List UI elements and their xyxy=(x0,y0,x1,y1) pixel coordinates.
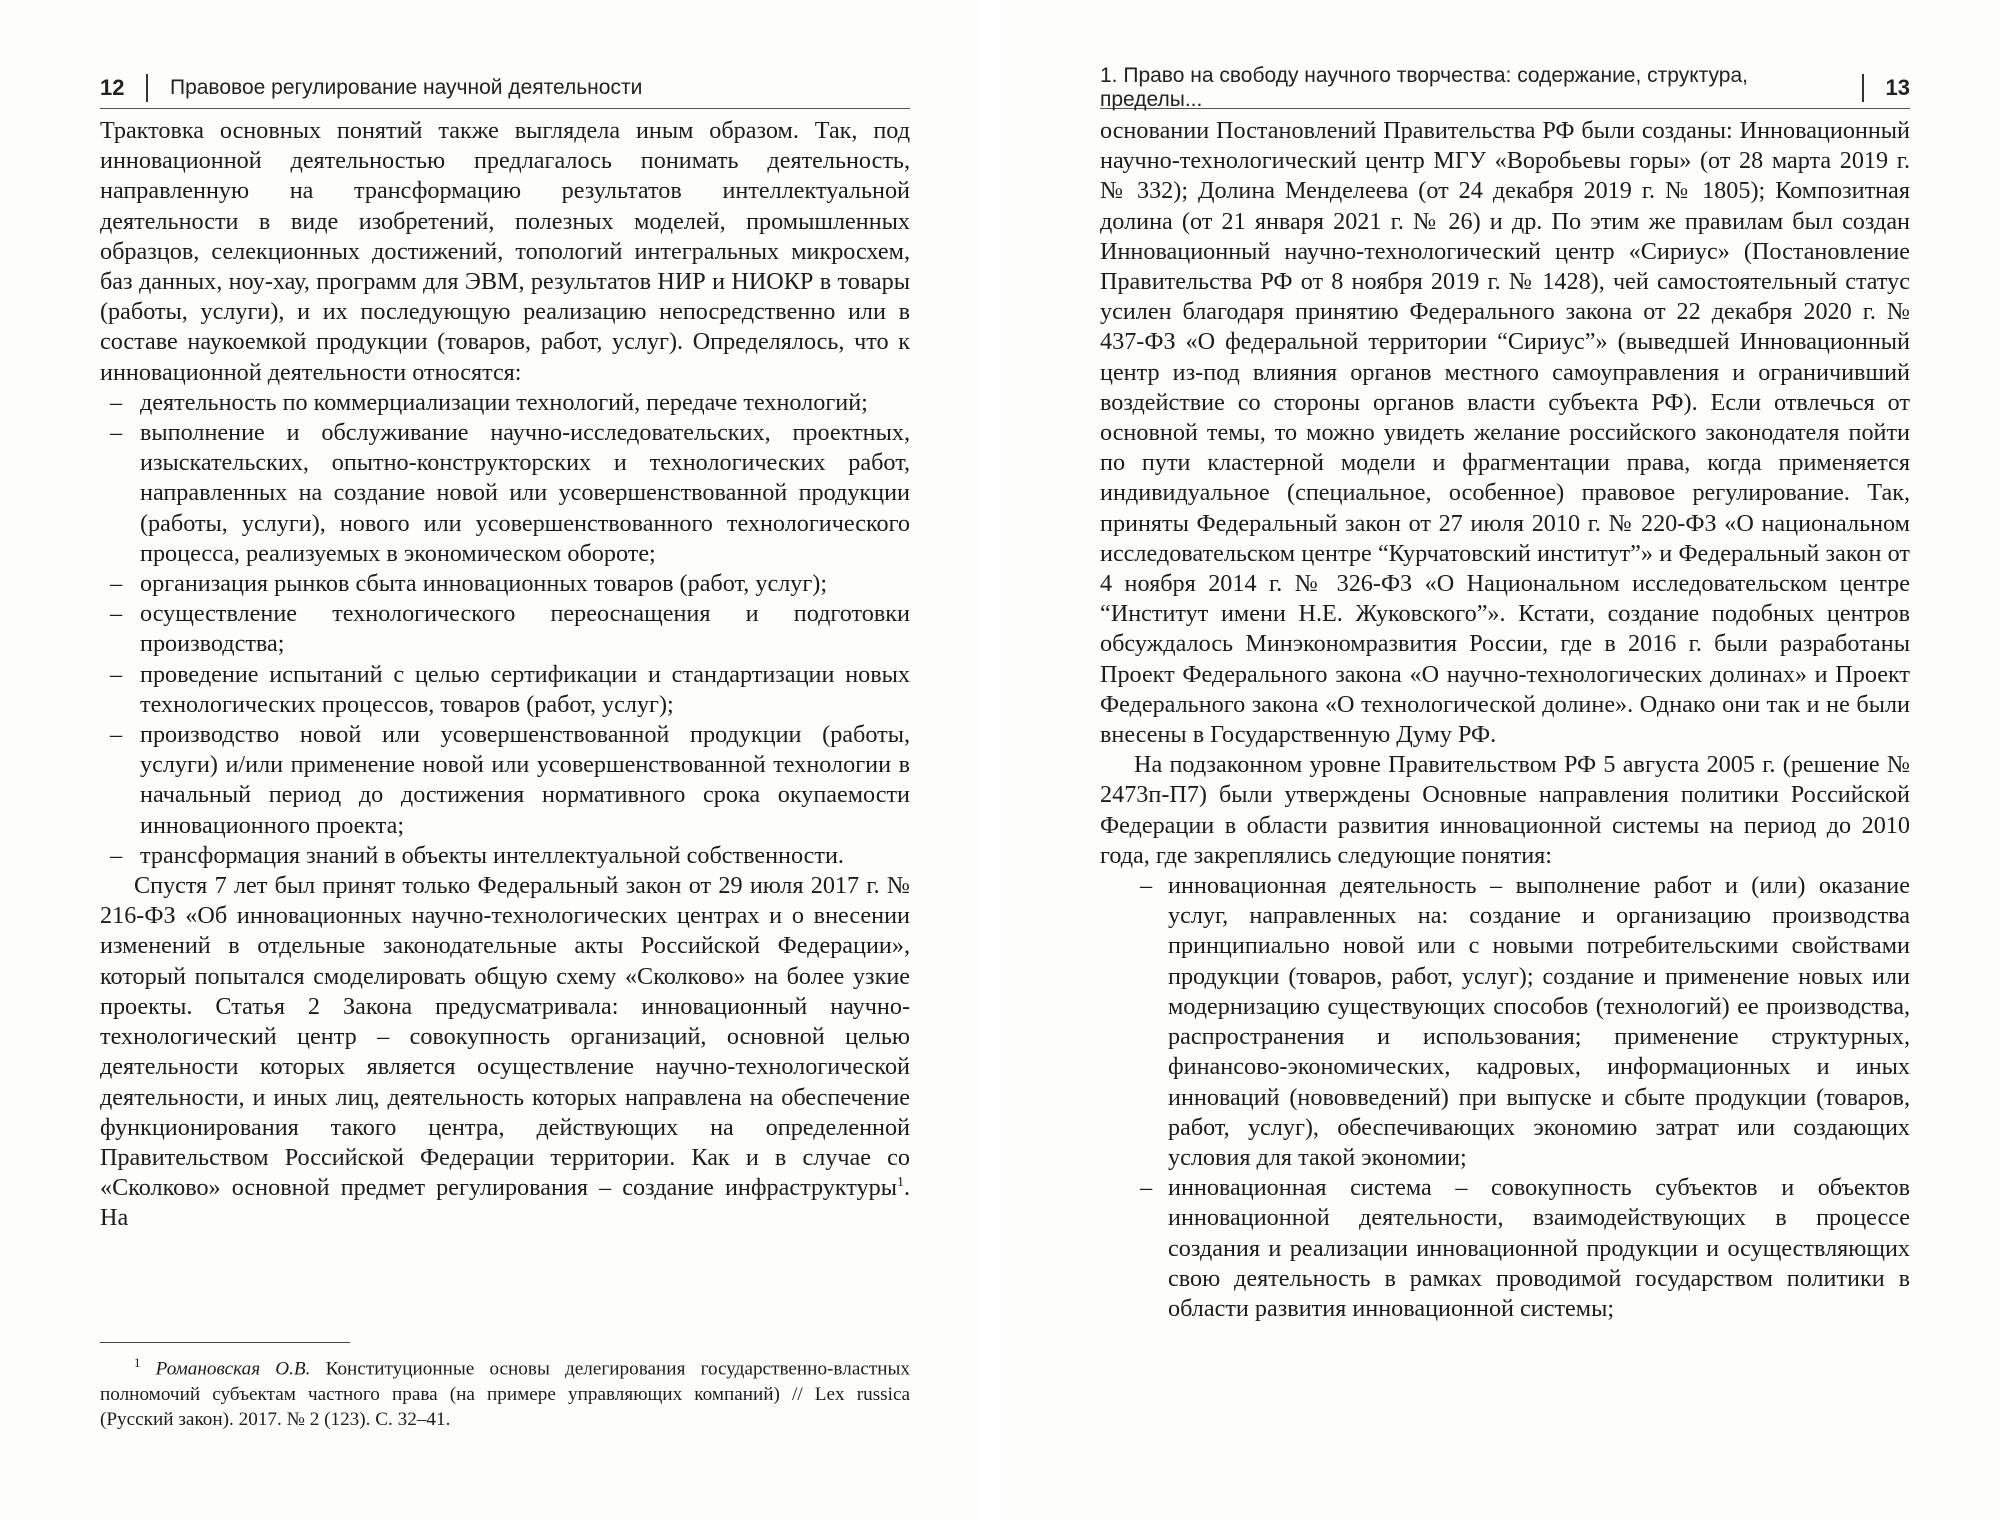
list-item: – выполнение и обслуживание научно-исследовательских, проектных, изыскательских, опытно-конструкторских и технологических работ, направленных на создание новой или усовершенствованной продукции (работы, услуги), нового или усовершенствованного технологического процесса, реализуемых в экономическом обороте; xyxy=(100,418,910,569)
right-page xyxy=(1000,0,2000,1519)
footnote-divider xyxy=(100,1342,350,1343)
left-page-number: 12 xyxy=(100,75,125,100)
list-item: – организация рынков сбыта инновационных товаров (работ, услуг); xyxy=(100,569,910,599)
footnote-text: Конституционные основы делегирования государственно-властных полномочий субъектам частного права (на примере управляющих компаний) // Lex russica (Русский закон). 2017. № 2 (123). С. 32–41. xyxy=(100,1358,910,1431)
left-column-text xyxy=(100,116,910,1234)
list-item: – производство новой или усовершенствованной продукции (работы, услуги) и/или применение новой или усовершенствованной технологии в начальный период до достижения нормативного срока окупаемости инновационного проекта; xyxy=(100,720,910,841)
paragraph-text: Спустя 7 лет был принят только Федеральный закон от 29 июля 2017 г. № 216-ФЗ «Об инновационных научно-технологических центрах и о внесении изменений в отдельные законодательные акты Российской Федерации», который попытался смоделировать общую схему «Сколково» на более узкие проекты. Статья 2 Закона предусматривала: инновационный научно-технологический центр – совокупность организаций, основной целью деятельности которых является осуществление научно-технологической деятельности, и иных лиц, деятельность которых направлена на обеспечение функционирования такого центра, действующих на определенной Правительством Российской Федерации территории. Как и в случае со «Сколково» основной предмет регулирования – создание инфраструктуры xyxy=(100,872,910,1202)
list-item: – инновационная система – совокупность субъектов и объектов инновационной деятельности, взаимодействующих в процессе создания и реализации инновационной продукции и осуществляющих свою деятельность в рамках проводимой государством политики в области развития инновационной системы; xyxy=(1100,1173,1910,1324)
list-item: – деятельность по коммерциализации технологий, передаче технологий; xyxy=(100,388,910,418)
body-paragraph xyxy=(100,871,910,1233)
list-item: – проведение испытаний с целью сертификации и стандартизации новых технологических процессов, товаров (работ, услуг); xyxy=(100,660,910,720)
right-running-head: 1. Право на свободу научного творчества: содержание, структура, пределы... xyxy=(1100,64,1748,111)
list-item: – осуществление технологического переоснащения и подготовки производства; xyxy=(100,599,910,659)
body-paragraph: основании Постановлений Правительства РФ были созданы: Инновационный научно-технологический центр МГУ «Воробьевы горы» (от 28 марта 2019 г. № 332); Долина Менделеева (от 24 декабря 2019 г. № 1805); Композитная долина (от 21 января 2021 г. № 26) и др. По этим же правилам был создан Инновационный научно-технологический центр «Сириус» (Постановление Правительства РФ от 8 ноября 2019 г. № 1428), чей самостоятельный статус усилен благодаря принятию Федерального закона от 22 декабря 2020 г. № 437-ФЗ «О федеральной территории “Сириус”» (выведшей Инновационный центр из-под влияния органов местного самоуправления и ограничивший воздействие со стороны органов власти субъекта РФ). Если отвлечься от основной темы, то можно увидеть желание российского законодателя пойти по пути кластерной модели и фрагментации права, когда применяется индивидуальное (специальное, особенное) правовое регулирование. Так, приняты Федеральный закон от 27 июля 2010 г. № 220-ФЗ «О национальном исследовательском центре “Курчатовский институт”» и Федеральный закон от 4 ноября 2014 г. № 326-ФЗ «О Национальном исследовательском центре “Институт имени Н.Е. Жуковского”». Кстати, создание подобных центров обсуждалось Минэкономразвития России, где в 2016 г. были разработаны Проект Федерального закона «О научно-технологических долинах» и Проект Федерального закона «О технологической долине». Однако они так и не были внесены в Государственную Думу РФ. xyxy=(1100,117,1910,749)
footnote-author: Романовская О.В. xyxy=(155,1358,311,1380)
paragraph-text-end: . На xyxy=(100,1174,910,1232)
left-running-head: Правовое регулирование научной деятельности xyxy=(169,76,643,99)
footnote-reference[interactable]: 1 xyxy=(896,1175,904,1191)
right-column-text xyxy=(1100,116,1910,1324)
list-item: – инновационная деятельность – выполнение работ и (или) оказание услуг, направленных на: создание и организацию производства принципиально новой или с новыми потребительскими свойствами продукции (товаров, работ, услуг); создание и применение новых или модернизацию существующих способов (технологий) ее производства, распространения и использования; применение структурных, финансово-экономических, кадровых, информационных и иных инноваций (нововведений) при выпуске и сбыте продукции (товаров, работ, услуг), обеспечивающих экономию затрат или создающих условия для такой экономии; xyxy=(1100,871,1910,1173)
footnote xyxy=(100,1350,910,1433)
intro-paragraph: Трактовка основных понятий также выглядела иным образом. Так, под инновационной деятельностью предлагалось понимать деятельность, направленную на трансформацию результатов интеллектуальной деятельности в виде изобретений, полезных моделей, промышленных образцов, селекционных достижений, топологий интегральных микросхем, баз данных, ноу-хау, программ для ЭВМ, результатов НИР и НИОКР в товары (работы, услуги), и их последующую реализацию непосредственно или в составе наукоемкой продукции (товаров, работ, услуг). Определялось, что к инновационной деятельности относятся: xyxy=(100,117,910,386)
definitions-list xyxy=(1100,871,1910,1324)
header-separator xyxy=(1862,74,1863,102)
left-page xyxy=(0,0,980,1519)
header-separator xyxy=(146,74,148,102)
left-running-header xyxy=(100,68,910,109)
footnote-mark: 1 xyxy=(134,1355,141,1370)
body-paragraph: На подзаконном уровне Правительством РФ 5 августа 2005 г. (решение № 2473п-П7) были утверждены Основные направления политики Российской Федерации в области развития инновационной системы на период до 2010 года, где закреплялись следующие понятия: xyxy=(1100,751,1910,869)
right-page-number: 13 xyxy=(1885,75,1910,100)
innovation-activities-list xyxy=(100,388,910,871)
right-running-header xyxy=(1100,64,1910,111)
list-item: – трансформация знаний в объекты интеллектуальной собственности. xyxy=(100,841,910,871)
